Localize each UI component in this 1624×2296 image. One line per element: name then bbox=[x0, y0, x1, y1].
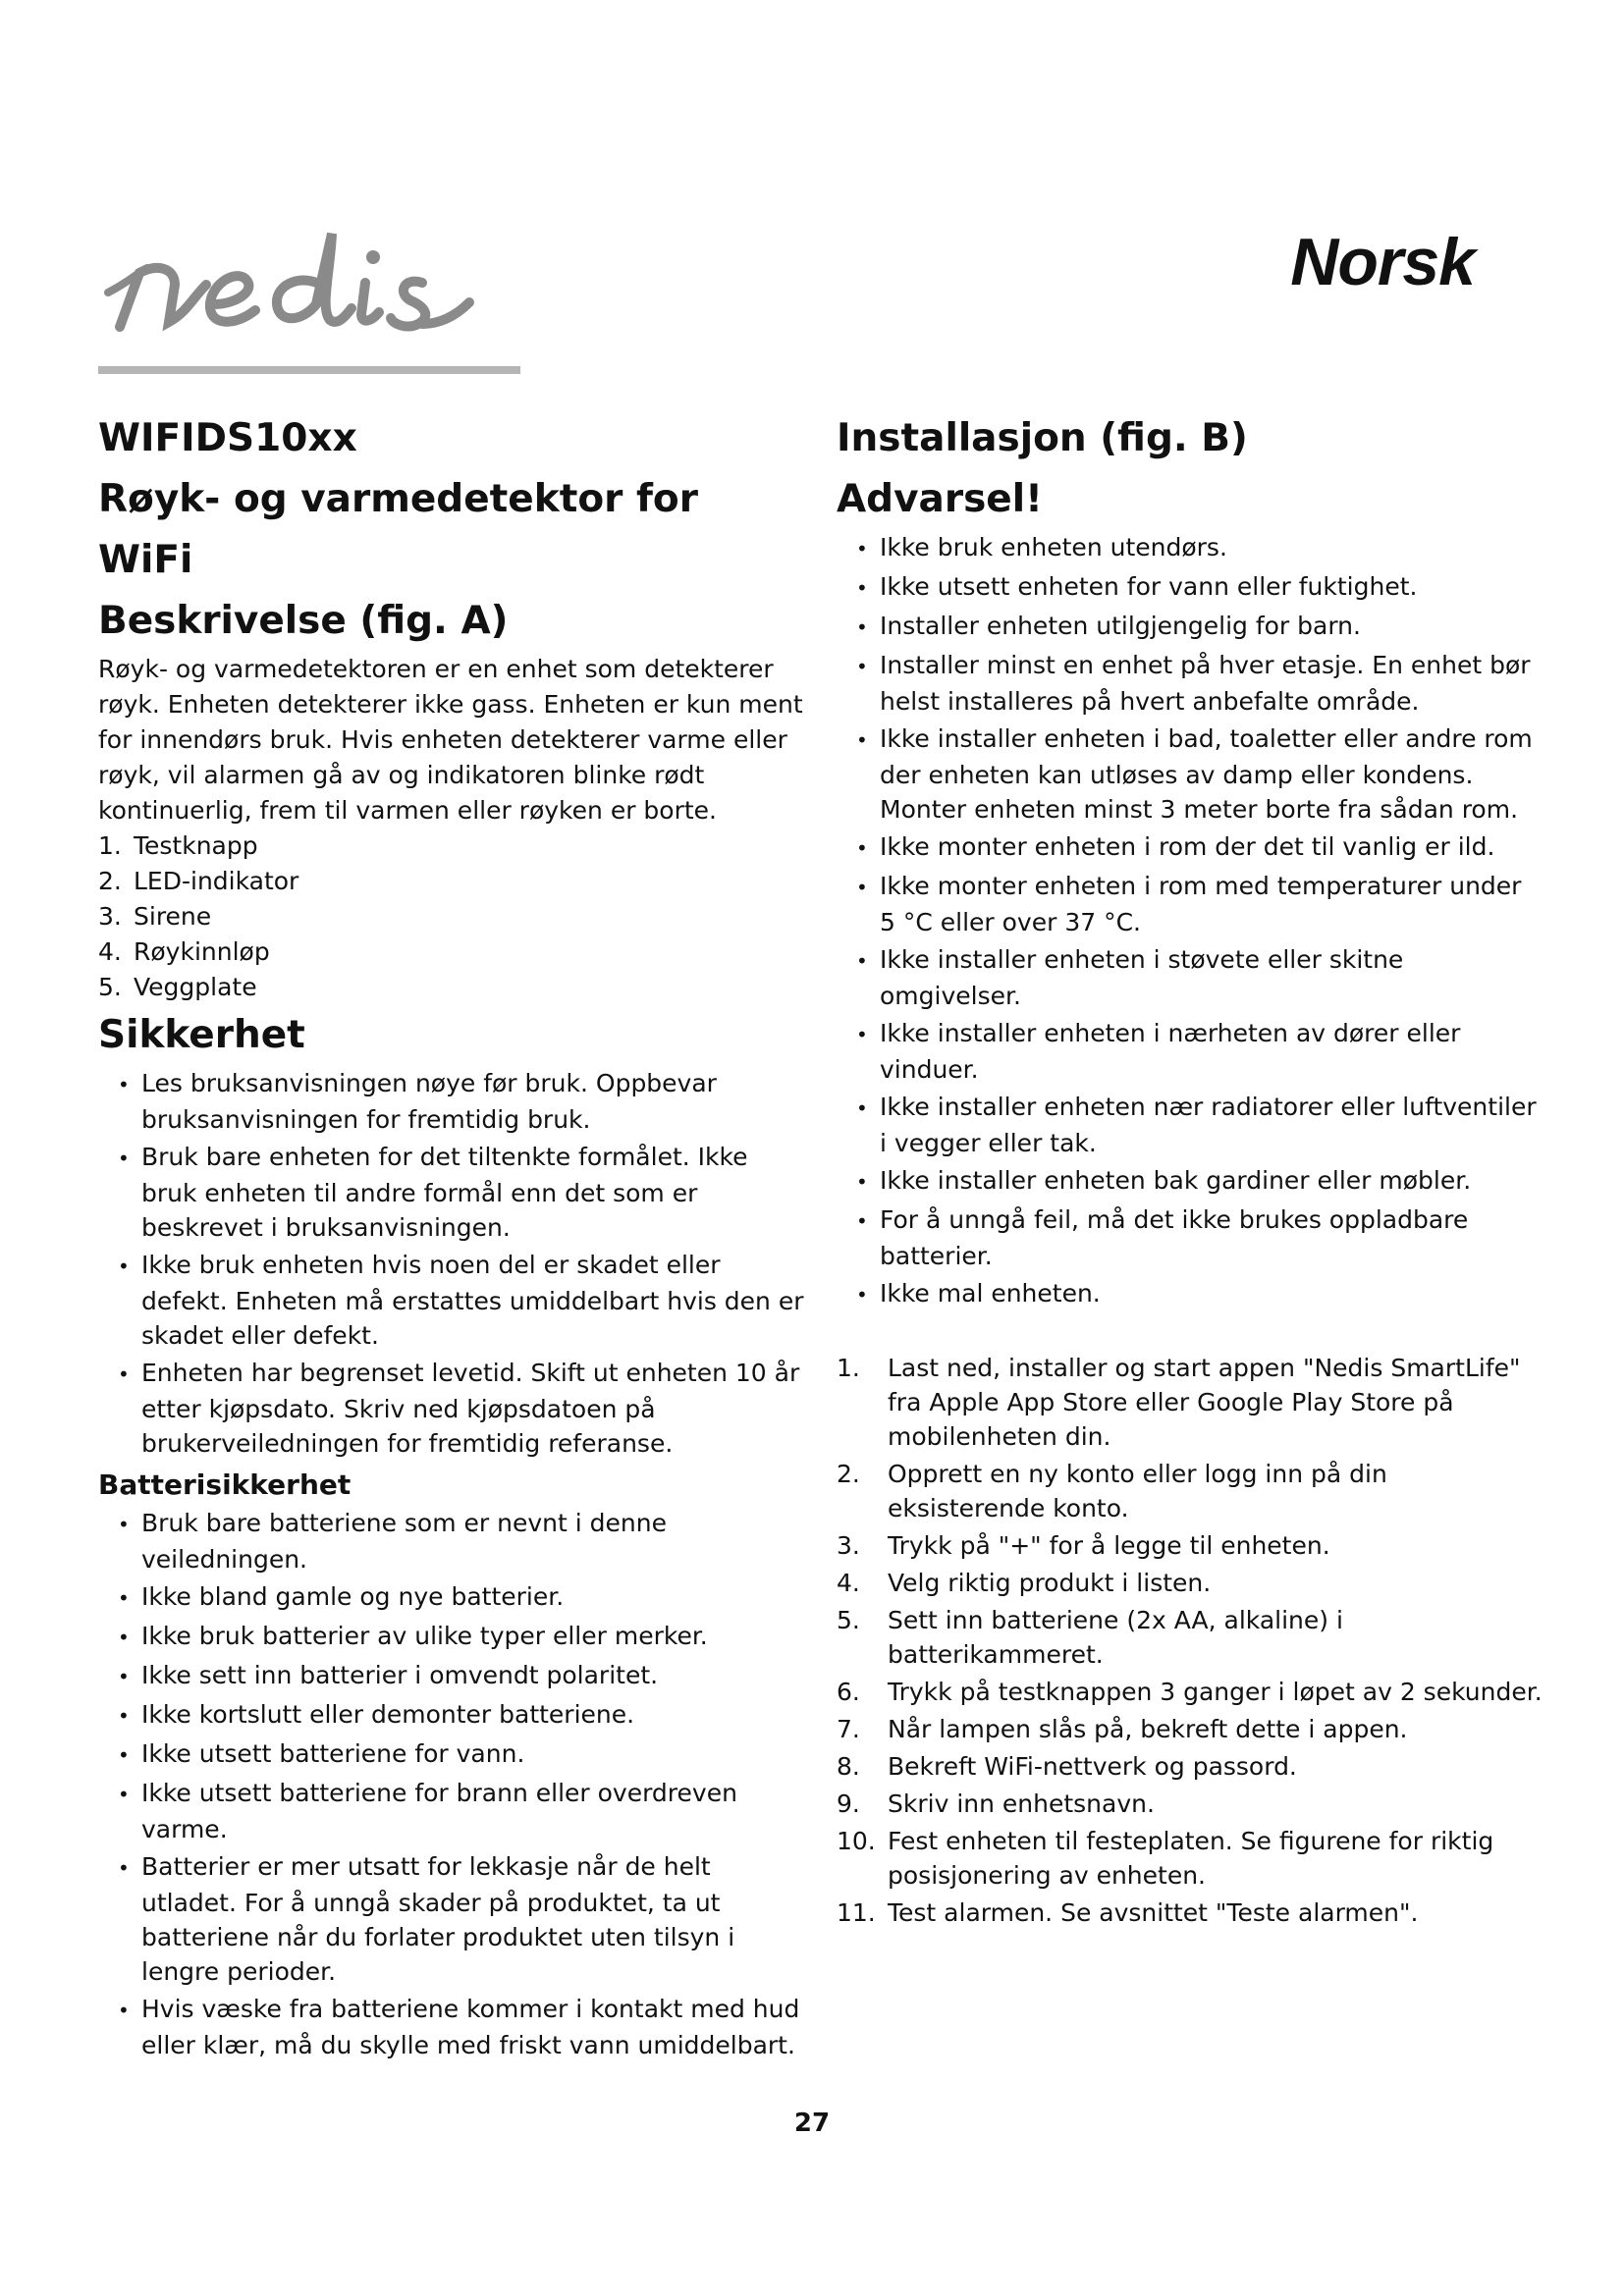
list-item: • Ikke bruk enheten utendørs. bbox=[837, 530, 1543, 566]
list-item: • Ikke utsett batteriene for brann eller overdreven varme. bbox=[98, 1776, 805, 1846]
list-item: 2. Opprett en ny konto eller logg inn på din eksisterende konto. bbox=[837, 1460, 1387, 1522]
nedis-logo-graphic bbox=[98, 214, 520, 381]
list-item: 1. Testknapp bbox=[98, 831, 258, 860]
nedis-logo bbox=[98, 214, 520, 381]
warning-list bbox=[837, 530, 1543, 1312]
list-item: 8. Bekreft WiFi-nettverk og passord. bbox=[837, 1752, 1297, 1781]
model-heading: WIFIDS10xx bbox=[98, 416, 357, 460]
safety-list bbox=[98, 1066, 805, 1461]
battery-safety-list bbox=[98, 1506, 805, 2062]
installation-steps bbox=[837, 1351, 1543, 1930]
list-item: • Ikke bland gamle og nye batterier. bbox=[98, 1579, 805, 1616]
list-item: 1. Last ned, installer og start appen "Nedis SmartLife" fra Apple App Store eller Google Play Store på mobilenheten din. bbox=[837, 1354, 1521, 1451]
description-heading: Beskrivelse (fig. A) bbox=[98, 599, 509, 643]
list-item: • Ikke monter enheten i rom med temperaturer under 5 °C eller over 37 °C. bbox=[837, 869, 1543, 939]
safety-heading: Sikkerhet bbox=[98, 1013, 305, 1057]
product-heading: Røyk- og varmedetektor for WiFi bbox=[98, 477, 698, 582]
list-item: • Ikke kortslutt eller demonter batteriene. bbox=[98, 1697, 805, 1734]
installation-heading: Installasjon (fig. B) bbox=[837, 416, 1248, 460]
list-item: • Enheten har begrenset levetid. Skift ut enheten 10 år etter kjøpsdato. Skriv ned kjøpsdatoen på brukerveiledningen for fremtidig referanse. bbox=[98, 1356, 805, 1461]
description-text: Røyk- og varmedetektoren er en enhet som detekterer røyk. Enheten detekterer ikke gass. Enheten er kun ment for innendørs bruk. Hvis enheten detekterer varme eller røyk, vil alarmen gå av og indikatoren blinke rødt kontinuerlig, frem til varmen eller røyken er borte. bbox=[98, 655, 803, 825]
page-number: 27 bbox=[793, 2109, 831, 2138]
list-item: • Bruk bare batteriene som er nevnt i denne veiledningen. bbox=[98, 1506, 805, 1576]
warning-heading: Advarsel! bbox=[837, 477, 1043, 521]
list-item: • Ikke installer enheten i bad, toaletter eller andre rom der enheten kan utløses av damp eller kondens. Monter enheten minst 3 meter borte fra sådan rom. bbox=[837, 721, 1543, 827]
list-item: • Ikke installer enheten bak gardiner eller møbler. bbox=[837, 1163, 1543, 1200]
logo-underline bbox=[98, 366, 520, 374]
list-item: • Les bruksanvisningen nøye før bruk. Oppbevar bruksanvisningen for fremtidig bruk. bbox=[98, 1066, 805, 1137]
language-title: Norsk bbox=[1290, 225, 1475, 299]
list-item: • Ikke monter enheten i rom der det til vanlig er ild. bbox=[837, 829, 1543, 866]
list-item: 10. Fest enheten til festeplaten. Se figurene for riktig posisjonering av enheten. bbox=[837, 1827, 1494, 1890]
list-item: • Batterier er mer utsatt for lekkasje når de helt utladet. For å unngå skader på produktet, ta ut batteriene når du forlater produktet uten tilsyn i lengre perioder. bbox=[98, 1849, 805, 1989]
battery-safety-heading: Batterisikkerhet bbox=[98, 1468, 352, 1501]
list-item: 9. Skriv inn enhetsnavn. bbox=[837, 1789, 1155, 1818]
list-item: • Ikke installer enheten i støvete eller skitne omgivelser. bbox=[837, 942, 1543, 1013]
list-item: • Ikke utsett batteriene for vann. bbox=[98, 1736, 805, 1773]
list-item: • Ikke mal enheten. bbox=[837, 1276, 1543, 1312]
list-item: • Ikke installer enheten i nærheten av dører eller vinduer. bbox=[837, 1016, 1543, 1087]
list-item: 5. Veggplate bbox=[98, 973, 257, 1001]
list-item: • Ikke bruk batterier av ulike typer eller merker. bbox=[98, 1619, 805, 1655]
list-item: 3. Trykk på "+" for å legge til enheten. bbox=[837, 1531, 1330, 1560]
list-item: • Ikke bruk enheten hvis noen del er skadet eller defekt. Enheten må erstattes umiddelbart hvis den er skadet eller defekt. bbox=[98, 1248, 805, 1353]
list-item: • Installer minst en enhet på hver etasje. En enhet bør helst installeres på hvert anbefalte område. bbox=[837, 648, 1543, 719]
list-item: • Hvis væske fra batteriene kommer i kontakt med hud eller klær, må du skylle med friskt vann umiddelbart. bbox=[98, 1992, 805, 2062]
list-item: • Ikke installer enheten nær radiatorer eller luftventiler i vegger eller tak. bbox=[837, 1090, 1543, 1160]
list-item: 4. Røykinnløp bbox=[98, 937, 270, 966]
list-item: • Ikke sett inn batterier i omvendt polaritet. bbox=[98, 1658, 805, 1694]
list-item: 4. Velg riktig produkt i listen. bbox=[837, 1569, 1212, 1597]
list-item: 3. Sirene bbox=[98, 902, 212, 931]
list-item: 7. Når lampen slås på, bekreft dette i appen. bbox=[837, 1715, 1408, 1743]
parts-list bbox=[98, 828, 805, 1005]
list-item: 5. Sett inn batteriene (2x AA, alkaline) i batterikammeret. bbox=[837, 1606, 1343, 1669]
list-item: 11. Test alarmen. Se avsnittet "Teste alarmen". bbox=[837, 1898, 1419, 1927]
list-item: • Ikke utsett enheten for vann eller fuktighet. bbox=[837, 569, 1543, 606]
list-item: • Installer enheten utilgjengelig for barn. bbox=[837, 609, 1543, 645]
right-column bbox=[837, 408, 1543, 1933]
list-item: • Bruk bare enheten for det tiltenkte formålet. Ikke bruk enheten til andre formål enn det som er beskrevet i bruksanvisningen. bbox=[98, 1140, 805, 1245]
left-column bbox=[98, 408, 805, 2065]
list-item: 2. LED-indikator bbox=[98, 867, 299, 895]
list-item: 6. Trykk på testknappen 3 ganger i løpet av 2 sekunder. bbox=[837, 1678, 1543, 1706]
list-item: • For å unngå feil, må det ikke brukes oppladbare batterier. bbox=[837, 1202, 1543, 1273]
